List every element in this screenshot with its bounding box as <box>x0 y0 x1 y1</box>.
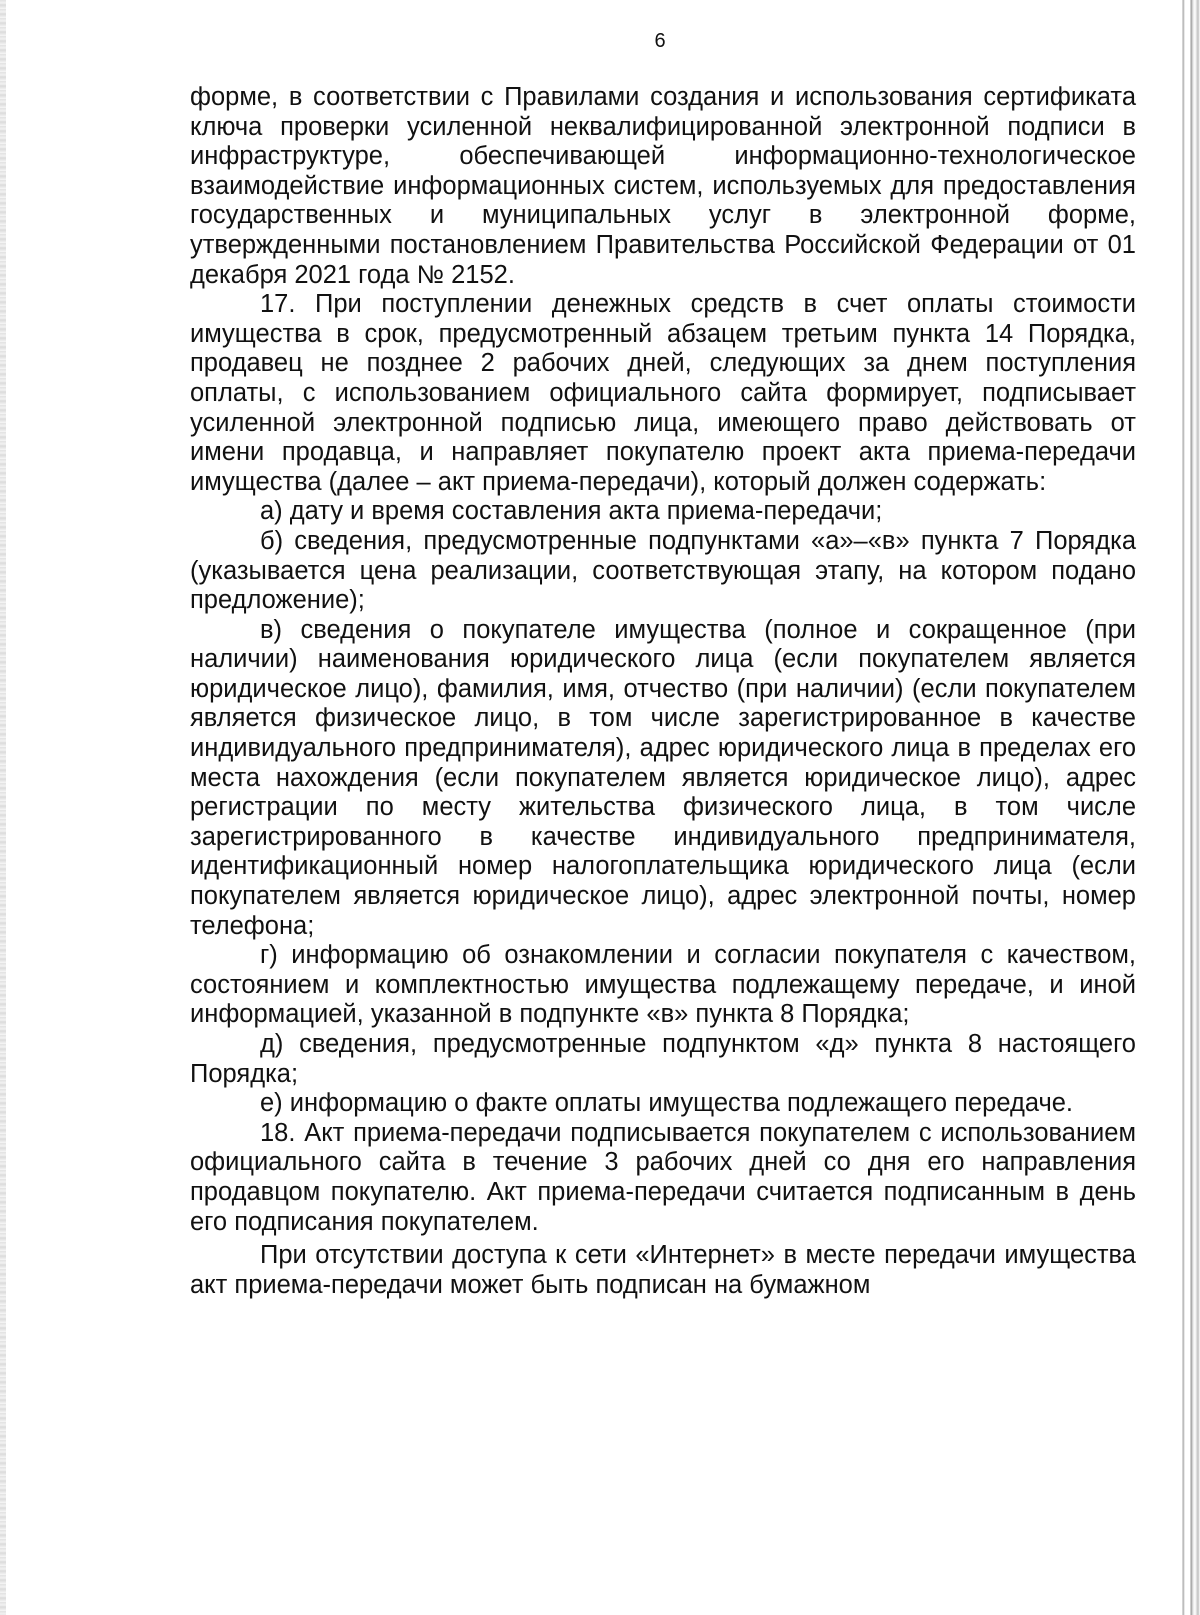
paragraph-subitem-g: г) информацию об ознакомлении и согласии покупателя с качеством, состоянием и комплектностью имущества подлежащему передаче, и иной информацией, указанной в подпункте «в» пункта 8 Порядка; <box>190 941 1136 1029</box>
paragraph-subitem-e: е) информацию о факте оплаты имущества подлежащего передаче. <box>260 1089 1074 1118</box>
document-body <box>190 83 1136 1300</box>
page-number: 6 <box>654 30 666 52</box>
paragraph-item-18: 18. Акт приема-передачи подписывается покупателем с использованием официального сайта в течение 3 рабочих дней со дня его направления продавцом покупателю. Акт приема-передачи считается подписанным в день его подписания покупателем. <box>190 1118 1136 1236</box>
paragraph-subitem-b: б) сведения, предусмотренные подпунктами «а»–«в» пункта 7 Порядка (указывается цена реализации, соответствующая этапу, на котором подано предложение); <box>190 526 1136 615</box>
paragraph-subitem-v: в) сведения о покупателе имущества (полное и сокращенное (при наличии) наименования юридического лица (если покупателем является юридическое лицо), фамилия, имя, отчество (при наличии) (если покупателем является физическое лицо, в том числе зарегистрированное в качестве индивидуального предпринимателя), адрес юридического лица в пределах его места нахождения (если покупателем является юридическое лицо), адрес регистрации по месту жительства физического лица, в том числе зарегистрированного в качестве индивидуального предпринимателя, идентификационный номер налогоплательщика юридического лица (если покупателем является юридическое лицо), адрес электронной почты, номер телефона; <box>190 615 1136 940</box>
paragraph-item-17: 17. При поступлении денежных средств в счет оплаты стоимости имущества в срок, предусмотренный абзацем третьим пункта 14 Порядка, продавец не позднее 2 рабочих дней, следующих за днем поступления оплаты, с использованием официального сайта формирует, подписывает усиленной электронной подписью лица, имеющего право действовать от имени продавца, и направляет покупателю проект акта приема-передачи имущества (далее – акт приема-передачи), который должен содержать: <box>190 290 1136 496</box>
paragraph-internet-absence: При отсутствии доступа к сети «Интернет» в месте передачи имущества акт приема-передачи может быть подписан на бумажном <box>190 1241 1136 1299</box>
paragraph-subitem-d: д) сведения, предусмотренные подпунктом «д» пункта 8 настоящего Порядка; <box>190 1030 1136 1088</box>
scan-edge-left <box>0 0 6 1615</box>
scan-edge-right <box>1174 0 1200 1615</box>
paragraph-subitem-a: а) дату и время составления акта приема-передачи; <box>260 497 883 526</box>
paragraph-continuation: форме, в соответствии с Правилами создания и использования сертификата ключа проверки усиленной неквалифицированной электронной подписи в инфраструктуре, обеспечивающей информационно-технологическое взаимодействие информационных систем, используемых для предоставления государственных и муниципальных услуг в электронной форме, утвержденными постановлением Правительства Российской Федерации от 01 декабря 2021 года № 2152. <box>190 83 1136 289</box>
